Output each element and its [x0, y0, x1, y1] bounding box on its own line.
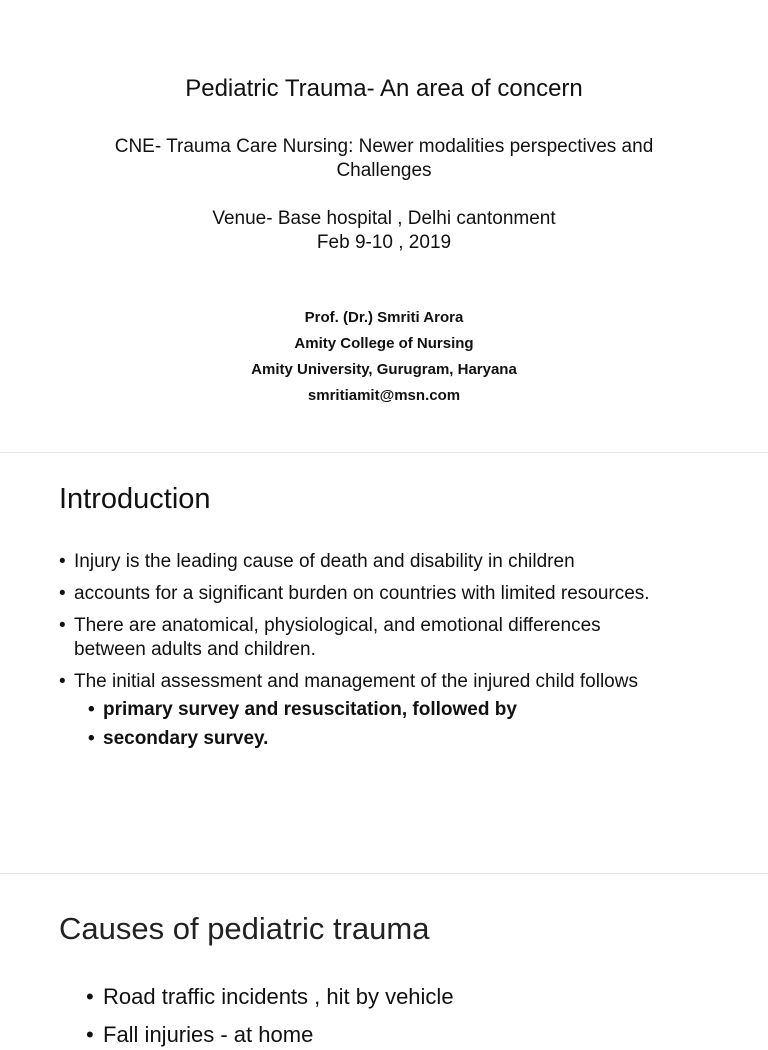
- presentation-title: Pediatric Trauma- An area of concern: [185, 75, 583, 102]
- slide-title: Introduction: [59, 483, 211, 515]
- list-item: • Road traffic incidents , hit by vehicle: [86, 982, 746, 1012]
- intro-bullet-list: [59, 550, 739, 753]
- causes-slide: [0, 874, 768, 1047]
- venue-line: Venue- Base hospital , Delhi cantonment: [212, 208, 556, 229]
- cne-line-1: CNE- Trauma Care Nursing: Newer modalities perspectives and: [114, 136, 654, 157]
- title-slide: [0, 0, 768, 452]
- university-name: Amity University, Gurugram, Haryana: [251, 361, 517, 378]
- causes-bullet-list: [86, 982, 746, 1050]
- list-item: • Injury is the leading cause of death and disability in children: [59, 550, 739, 574]
- sub-list-item: • primary survey and resuscitation, followed by: [88, 695, 739, 724]
- list-item: • The initial assessment and management of the injured child follows: [59, 670, 739, 694]
- sub-list-item: • secondary survey.: [88, 724, 739, 753]
- introduction-slide: [0, 453, 768, 873]
- college-name: Amity College of Nursing: [294, 335, 474, 352]
- author-name: Prof. (Dr.) Smriti Arora: [304, 309, 464, 326]
- list-item: • Fall injuries - at home: [86, 1020, 746, 1050]
- author-email: smritiamit@msn.com: [307, 387, 461, 404]
- list-item: • accounts for a significant burden on countries with limited resources.: [59, 582, 739, 606]
- list-item: • There are anatomical, physiological, and emotional differences between adults and children.: [59, 614, 674, 662]
- date-line: Feb 9-10 , 2019: [316, 232, 452, 253]
- slide-title: Causes of pediatric trauma: [59, 911, 430, 946]
- cne-line-2: Challenges: [336, 160, 432, 181]
